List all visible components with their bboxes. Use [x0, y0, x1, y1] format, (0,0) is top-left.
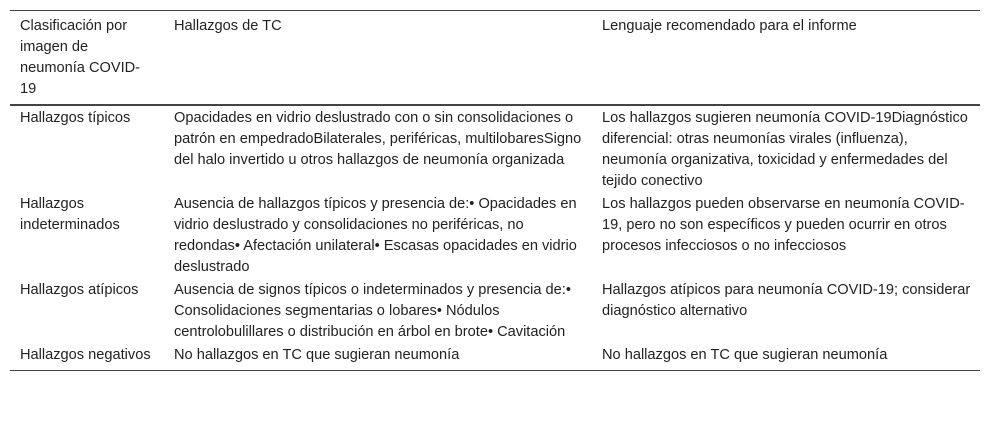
- table-row: [10, 193, 980, 279]
- covid-ct-classification-table: [10, 10, 980, 371]
- table-body: [10, 105, 980, 371]
- cell-ct-findings: No hallazgos en TC que sugieran neumonía: [174, 347, 460, 363]
- header-report-language: Lenguaje recomendado para el informe: [602, 18, 857, 34]
- cell-report-language: Hallazgos atípicos para neumonía COVID-19; considerar diagnóstico alternativo: [602, 282, 971, 319]
- cell-ct-findings: Ausencia de hallazgos típicos y presencia de:• Opacidades en vidrio deslustrado y consolidaciones no periféricas, no redondas• Afectación unilateral• Escasas opacidades en vidrio deslustrado: [174, 196, 577, 275]
- cell-classification: Hallazgos atípicos: [20, 282, 139, 298]
- cell-report-language: Los hallazgos pueden observarse en neumonía COVID-19, pero no son específicos y pueden ocurrir en otros procesos infecciosos o no infecciosos: [602, 196, 965, 254]
- cell-classification: Hallazgos típicos: [20, 110, 131, 126]
- header-row: [10, 11, 980, 106]
- table-header: [10, 11, 980, 106]
- cell-classification: Hallazgos indeterminados: [20, 196, 120, 233]
- table-row: [10, 344, 980, 371]
- cell-ct-findings: Ausencia de signos típicos o indeterminados y presencia de:• Consolidaciones segmentarias o lobares• Nódulos centrolobulillares o distribución en árbol en brote• Cavitación: [174, 282, 571, 340]
- table-row: [10, 105, 980, 193]
- cell-classification: Hallazgos negativos: [20, 347, 151, 363]
- header-classification: Clasificación por imagen de neumonía COVID-19: [20, 18, 141, 97]
- cell-ct-findings: Opacidades en vidrio deslustrado con o sin consolidaciones o patrón en empedradoBilaterales, periféricas, multilobaresSigno del halo invertido u otros hallazgos de neumonía organizada: [174, 110, 582, 168]
- table-row: [10, 279, 980, 344]
- table-container: [10, 10, 980, 371]
- cell-report-language: Los hallazgos sugieren neumonía COVID-19Diagnóstico diferencial: otras neumonías virales (influenza), neumonía organizativa, toxicidad y enfermedades del tejido conectivo: [602, 110, 968, 189]
- header-ct-findings: Hallazgos de TC: [174, 18, 282, 34]
- cell-report-language: No hallazgos en TC que sugieran neumonía: [602, 347, 888, 363]
